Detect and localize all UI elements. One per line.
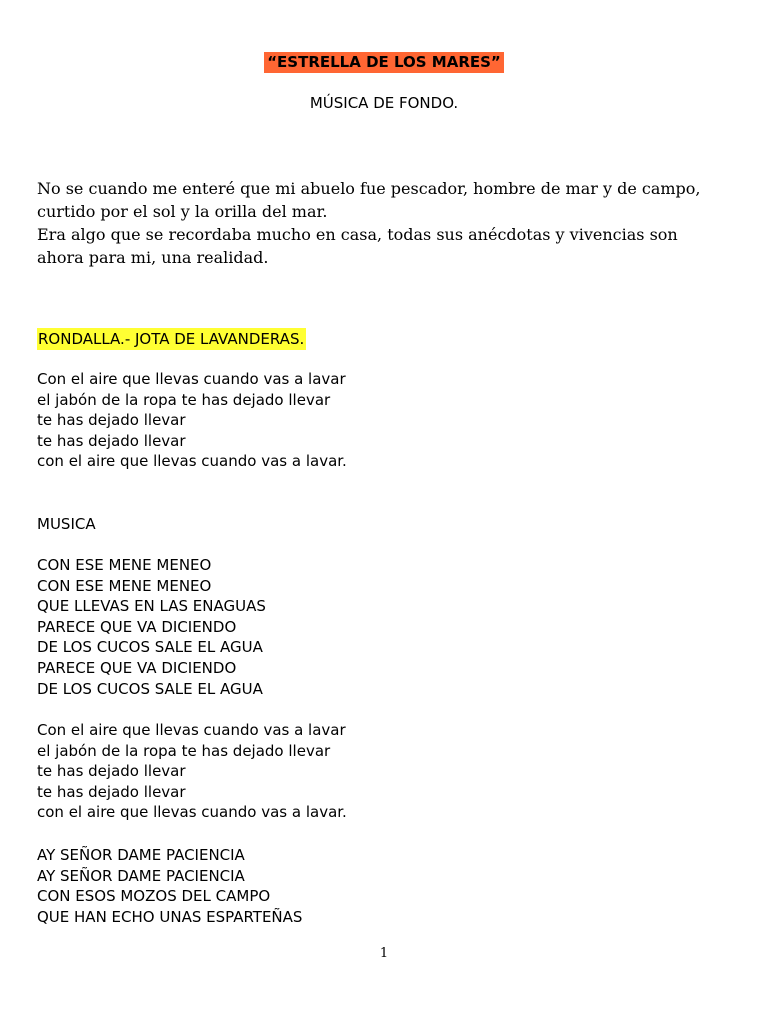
- document-title: “ESTRELLA DE LOS MARES”: [264, 52, 504, 73]
- lyric-line: QUE LLEVAS EN LAS ENAGUAS: [37, 597, 266, 616]
- lyric-line: el jabón de la ropa te has dejado llevar: [37, 741, 331, 760]
- lyric-line: te has dejado llevar: [37, 782, 186, 801]
- lyric-line: con el aire que llevas cuando vas a lavar.: [37, 452, 347, 471]
- lyric-line: Con el aire que llevas cuando vas a lavar: [37, 370, 346, 388]
- lyric-line: te has dejado llevar: [37, 762, 186, 781]
- lyric-line: Con el aire que llevas cuando vas a lavar: [37, 721, 346, 739]
- stanza-4: [37, 845, 737, 927]
- lyric-line: el jabón de la ropa te has dejado llevar: [37, 390, 331, 409]
- lyric-line: PARECE QUE VA DICIENDO: [37, 617, 237, 636]
- lyric-line: QUE HAN ECHO UNAS ESPARTEÑAS: [37, 907, 303, 926]
- lyric-line: AY SEÑOR DAME PACIENCIA: [37, 846, 245, 864]
- intro-line: curtido por el sol y la orilla del mar.: [37, 202, 328, 221]
- section-heading-container: [37, 328, 306, 350]
- intro-line: ahora para mi, una realidad.: [37, 248, 269, 267]
- stanza-3: [37, 720, 737, 823]
- lyric-line: CON ESE MENE MENEO: [37, 576, 212, 595]
- lyric-line: con el aire que llevas cuando vas a lavar.: [37, 803, 347, 822]
- intro-line: No se cuando me enteré que mi abuelo fue pescador, hombre de mar y de campo,: [37, 179, 701, 198]
- musica-label: MUSICA: [37, 515, 96, 533]
- lyric-line: DE LOS CUCOS SALE EL AGUA: [37, 679, 263, 698]
- intro-line: Era algo que se recordaba mucho en casa, todas sus anécdotas y vivencias son: [37, 225, 678, 244]
- lyric-line: AY SEÑOR DAME PACIENCIA: [37, 866, 245, 885]
- lyric-line: DE LOS CUCOS SALE EL AGUA: [37, 638, 263, 657]
- lyric-line: CON ESE MENE MENEO: [37, 556, 212, 574]
- document-subtitle: MÚSICA DE FONDO.: [309, 94, 459, 112]
- section-heading: RONDALLA.- JOTA DE LAVANDERAS.: [38, 330, 305, 348]
- lyric-line: PARECE QUE VA DICIENDO: [37, 658, 237, 677]
- lyric-line: CON ESOS MOZOS DEL CAMPO: [37, 887, 271, 906]
- title-container: [0, 52, 768, 73]
- lyric-line: te has dejado llevar: [37, 431, 186, 450]
- lyric-line: te has dejado llevar: [37, 411, 186, 430]
- intro-paragraph: [37, 177, 737, 269]
- page-number: 1: [379, 946, 389, 961]
- stanza-2: [37, 555, 737, 699]
- stanza-1: [37, 369, 737, 472]
